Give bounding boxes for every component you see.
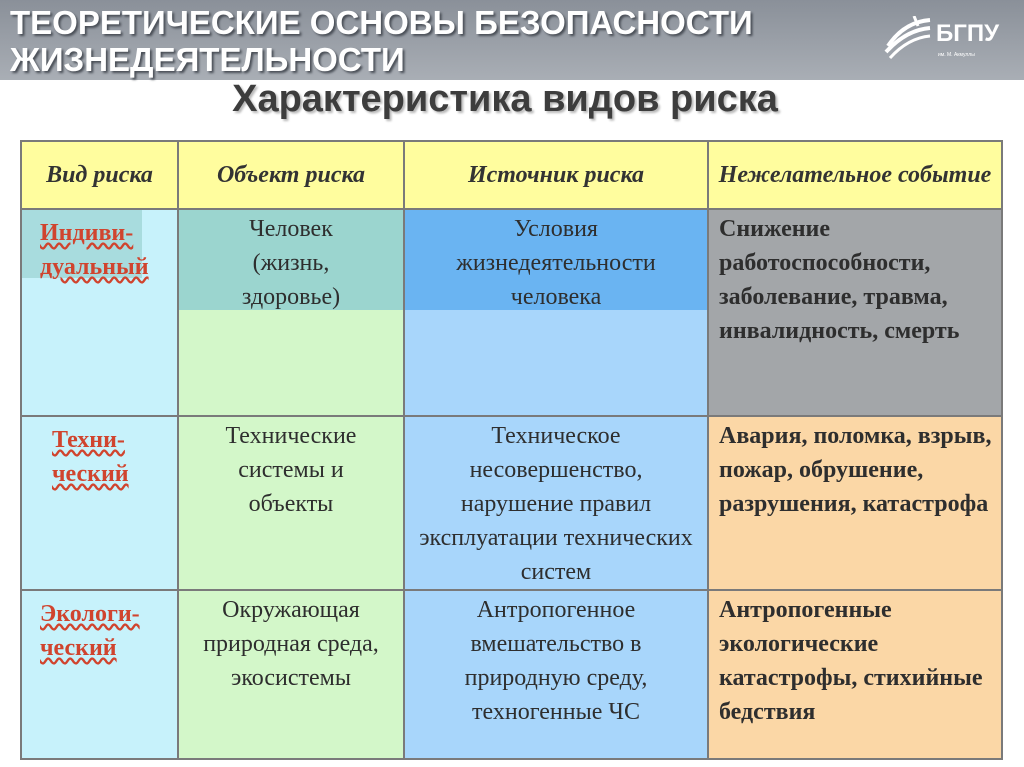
table-row [21, 590, 1002, 759]
kind-cell [21, 209, 178, 416]
table-row [21, 209, 1002, 416]
source-cell [404, 416, 708, 590]
university-logo [884, 14, 1014, 64]
kind-cell [21, 590, 178, 759]
object-cell [178, 209, 404, 416]
object-text: Технические системы и объекты [225, 423, 357, 517]
source-cell [404, 590, 708, 759]
kind-label: ческий [40, 635, 117, 661]
kind-label: Техни- [52, 427, 125, 453]
header-title-line2: ЖИЗНЕДЕЯТЕЛЬНОСТИ [10, 41, 405, 78]
slide-header-title [10, 4, 830, 78]
slide-header [0, 0, 1024, 80]
header-title-line1: ТЕОРЕТИЧЕСКИЕ ОСНОВЫ БЕЗОПАСНОСТИ [10, 4, 753, 41]
event-text: Антропогенные экологические катастрофы, стихийные бедствия [719, 597, 983, 725]
source-text: Антропогенное вмешательство в природную среду, техногенные ЧС [464, 597, 648, 725]
kind-label: дуальный [40, 254, 149, 280]
source-text: Техническое несовершенство, нарушение правил эксплуатации технических систем [419, 423, 693, 585]
column-header: Нежелательное событие [708, 141, 1002, 209]
kind-label: ческий [52, 461, 129, 487]
event-cell [708, 416, 1002, 590]
kind-cell [21, 416, 178, 590]
column-header: Источник риска [404, 141, 708, 209]
page-title: Характеристика видов риска [232, 78, 778, 120]
kind-label: Индиви- [40, 220, 134, 246]
object-cell [178, 590, 404, 759]
logo-subtext: им. М. Акмуллы [938, 52, 975, 58]
source-cell [404, 209, 708, 416]
table-row [21, 416, 1002, 590]
logo-text: БГПУ [936, 20, 1000, 47]
column-header: Вид риска [21, 141, 178, 209]
event-text: Авария, поломка, взрыв, пожар, обрушение, разрушения, катастрофа [719, 423, 992, 517]
object-text: Окружающая природная среда, экосистемы [203, 597, 379, 691]
column-header: Объект риска [178, 141, 404, 209]
event-cell [708, 590, 1002, 759]
table-header-row [21, 141, 1002, 209]
object-cell [178, 416, 404, 590]
source-text: Условия жизнедеятельности человека [456, 216, 656, 310]
logo-mark-icon [884, 16, 934, 60]
event-text: Снижение работоспособности, заболевание, травма, инвалидность, смерть [719, 216, 960, 344]
object-text: Человек (жизнь, здоровье) [241, 216, 341, 310]
event-cell [708, 209, 1002, 416]
kind-label: Экологи- [40, 601, 140, 627]
risk-table [20, 140, 1003, 760]
